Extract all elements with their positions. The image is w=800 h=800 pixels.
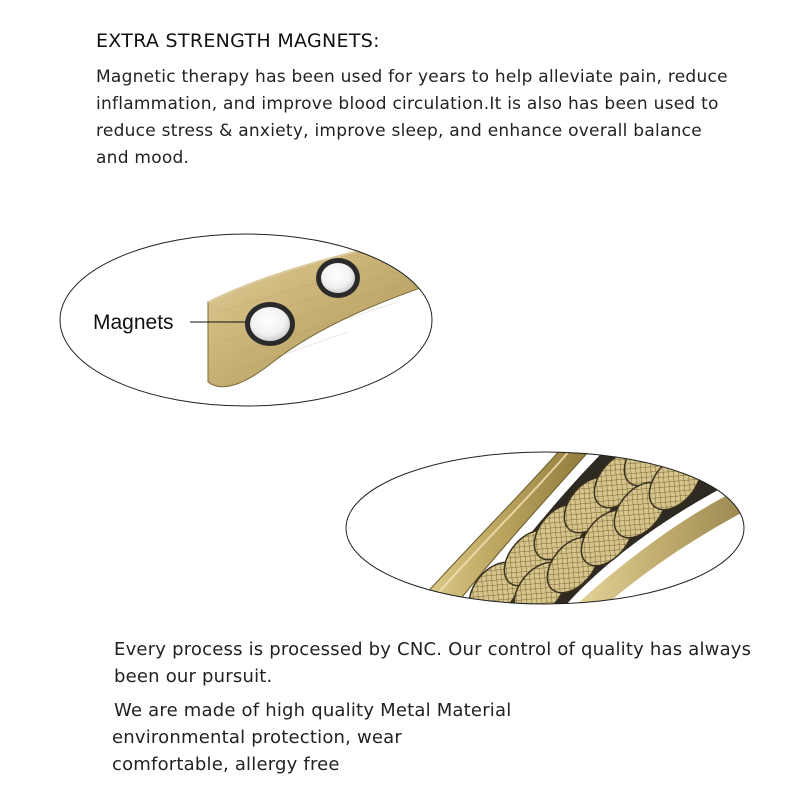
intro-paragraph: Magnetic therapy has been used for years to help alleviate pain, reduce inflammation, and improve blood circulation.It is also has been used to reduce stress & anxiety, improve sleep, and enhance overall balance and mood. [96,67,728,168]
magnets-label: Magnets [93,311,174,334]
material-line-1: We are made of high quality Metal Material [114,700,512,721]
heading-title: EXTRA STRENGTH MAGNETS: [96,30,380,52]
material-line-3: comfortable, allergy free [112,754,340,775]
chain-closeup-figure [345,450,747,606]
process-paragraph: Every process is processed by CNC. Our control of quality has always been our pursuit. [114,639,752,687]
material-paragraph [112,697,572,778]
brass-strip [208,232,434,387]
magnets-closeup-figure [58,232,434,408]
material-line-2: environmental protection, wear [112,727,403,748]
magnet-dot-lower [245,302,295,346]
magnet-dot-upper [316,258,360,298]
